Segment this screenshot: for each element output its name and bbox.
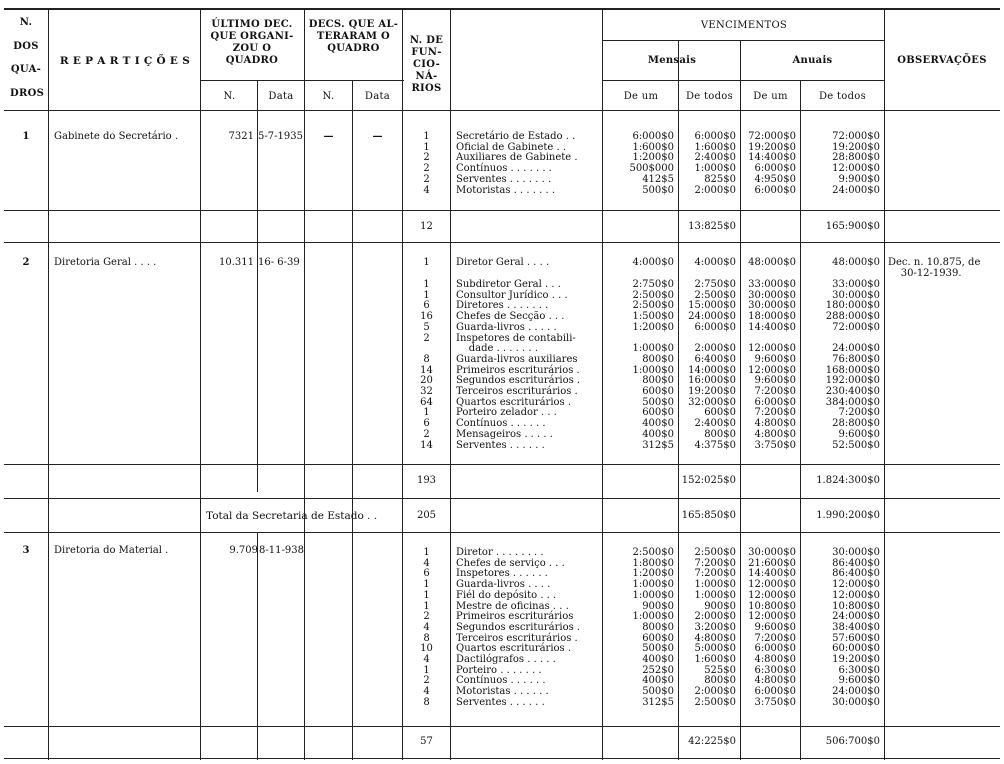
header-mensais: Mensais — [647, 55, 697, 66]
subtotal-staff: 57 — [420, 736, 433, 747]
positions: Secretário de Estado . . Oficial de Gabinete . . Auxiliares de Gabinete . Contínuos . . . . . . . Serventes . . . . . . . Motoristas . . . . . . . — [456, 131, 578, 196]
section-number: 3 — [22, 545, 30, 556]
monthly-all-first: 4:000$0 — [694, 257, 736, 268]
rule-grand-total-bottom — [4, 532, 1000, 533]
header-n: N. — [19, 17, 33, 28]
col-sep — [48, 8, 49, 760]
annual-all: 72:000$0 19:200$0 28:800$0 12:000$0 9:900$0 24:000$0 — [832, 131, 880, 196]
col-sep — [257, 532, 258, 760]
subtotal-annual: 1.824:300$0 — [816, 475, 880, 486]
header-decs-alt-1: DECS. QUE AL- — [308, 19, 399, 30]
col-sep — [602, 8, 603, 760]
header-nfunc-4: NÁ- — [415, 71, 438, 82]
col-sep — [884, 8, 885, 760]
grand-total-annual: 1.990:200$0 — [816, 510, 880, 521]
section-number: 1 — [22, 131, 30, 142]
annual-all-first: 48:000$0 — [832, 257, 880, 268]
monthly-all: 6:000$0 1:600$0 2:400$0 1:000$0 825$0 2:000$0 — [694, 131, 736, 196]
rule-s1-total-top — [4, 210, 1000, 211]
header-ultimo-dec-3: ZOU O — [232, 43, 272, 54]
rule-s2-total-bottom — [4, 498, 1000, 499]
header-reparticoes: R E P A R T I Ç Õ E S — [59, 55, 191, 67]
header-alt-n: N. — [322, 91, 335, 102]
rule-s2-total-top — [4, 464, 1000, 465]
subtotal-monthly: 13:825$0 — [688, 221, 736, 232]
header-ultimo-dec-4: QUADRO — [225, 55, 279, 66]
rule-venc-sub — [602, 40, 884, 41]
section-name: Gabinete do Secretário . — [54, 131, 179, 142]
monthly-each: 6:000$0 1:600$0 1:200$0 500$000 412$5 500$0 — [629, 131, 674, 196]
col-sep — [450, 8, 451, 760]
subtotal-annual: 506:700$0 — [825, 736, 880, 747]
subtotal-monthly: 152:025$0 — [681, 475, 736, 486]
personnel-table — [4, 8, 1000, 760]
rule-s3-total-top — [4, 726, 1000, 727]
section-name: Diretoria do Material . — [54, 545, 169, 556]
header-decs-alt-2: TERARAM O — [316, 31, 391, 42]
header-nfunc-2: FUN- — [411, 47, 442, 58]
alt-decree-number: — — [323, 131, 334, 142]
grand-total-label: Total da Secretaria de Estado . . — [206, 510, 378, 522]
header-ultimo-dec-1: ÚLTIMO DEC. — [211, 19, 293, 30]
decree-date: 16- 6-39 — [258, 257, 300, 268]
decree-date: 8-11-938 — [259, 545, 304, 556]
header-nfunc-1: N. DE — [409, 35, 444, 46]
decree-date: 5-7-1935 — [258, 131, 303, 142]
monthly-each: 2:500$0 1:800$0 1:200$0 1:000$0 1:000$0 900$0 1:000$0 800$0 600$0 500$0 400$0 252$0 400$0 500$0 312$5 — [632, 547, 674, 708]
col-sep — [352, 80, 353, 760]
header-anual-de-todos: De todos — [818, 91, 867, 102]
section-name: Diretoria Geral . . . . — [54, 257, 157, 268]
header-ultimo-data: Data — [268, 91, 294, 102]
header-mensal-de-todos: De todos — [685, 91, 734, 102]
annual-each: 30:000$0 21:600$0 14:400$0 12:000$0 12:000$0 10:800$0 12:000$0 9:600$0 7:200$0 6:000$0 4:800$0 6:300$0 4:800$0 6:000$0 3:750$0 — [748, 547, 796, 708]
header-anuais: Anuais — [792, 55, 833, 66]
grand-total-staff: 205 — [416, 510, 437, 521]
annual-each: 33:000$0 30:000$0 30:000$0 18:000$0 14:400$0 12:000$0 9:600$0 12:000$0 9:600$0 7:200$0 6:000$0 7:200$0 4:800$0 4:800$0 3:750$0 — [748, 279, 796, 451]
header-dos: DOS — [13, 41, 39, 52]
header-anual-de-um: De um — [753, 91, 788, 102]
subtotal-staff: 193 — [416, 475, 437, 486]
header-nfunc-5: RIOS — [411, 83, 442, 94]
staff-counts: 1 4 6 1 1 1 2 4 8 10 4 1 2 4 8 — [420, 547, 433, 708]
subtotal-staff: 12 — [420, 221, 433, 232]
rule-header-bottom — [4, 110, 1000, 111]
annual-all: 30:000$0 86:400$0 86:400$0 12:000$0 12:000$0 10:800$0 24:000$0 38:400$0 57:600$0 60:000$0 19:200$0 6:300$0 9:600$0 24:000$0 30:000$0 — [832, 547, 880, 708]
col-sep — [304, 8, 305, 760]
rule-bottom — [4, 758, 1000, 759]
annual-each-first: 48:000$0 — [748, 257, 796, 268]
header-ultimo-n: N. — [223, 91, 236, 102]
positions: Diretor . . . . . . . . Chefes de serviço . . . Inspetores . . . . . . Guarda-livros . . . . Fiél do depósito . . . Mestre de oficinas . . . Primeiros escriturários Segundos escriturários . Terceiros escriturários . Quartos escriturários . Dactilógrafos . . . . . Porteiro . . . . . . . Contínuos . . . . . . Motoristas . . . . . . Serventes . . . . . . — [456, 547, 581, 708]
grand-total-monthly: 165:850$0 — [681, 510, 736, 521]
staff-counts: 1 1 6 16 5 2 8 14 20 32 64 1 6 2 14 — [420, 279, 433, 451]
col-sep — [200, 8, 201, 760]
monthly-all: 2:500$0 7:200$0 7:200$0 1:000$0 1:000$0 900$0 2:000$0 3:200$0 4:800$0 5:000$0 1:600$0 525$0 800$0 2:000$0 2:500$0 — [694, 547, 736, 708]
header-dros: DROS — [10, 88, 45, 99]
header-alt-data: Data — [364, 91, 391, 102]
staff-count-first: 1 — [423, 257, 430, 268]
header-nfunc-3: CIO- — [412, 59, 441, 70]
annual-each: 72:000$0 19:200$0 14:400$0 6:000$0 4:950$0 6:000$0 — [748, 131, 796, 196]
position-first: Diretor Geral . . . . — [456, 257, 550, 268]
rule-dec-sub — [200, 80, 404, 81]
positions: Subdiretor Geral . . . Consultor Jurídico . . . Diretores . . . . . . . Chefes de Secção . . . Guarda-livros . . . . . Inspetores de contabili- dade . . . . . . . Guarda-livros auxiliares Primeiros escriturários . Segundos escriturários . Terceiros escriturários . Quartos escriturários . Porteiro zelador . . . Contínuos . . . . . . Mensageiros . . . . . Serventes . . . . . . — [456, 279, 581, 451]
rule-s1-total-bottom — [4, 242, 1000, 243]
monthly-each-first: 4:000$0 — [632, 257, 674, 268]
monthly-each: 2:750$0 2:500$0 2:500$0 1:500$0 1:200$0 1:000$0 800$0 1:000$0 800$0 600$0 500$0 600$0 400$0 400$0 312$5 — [632, 279, 674, 451]
header-ultimo-dec-2: QUE ORGANI- — [210, 31, 294, 42]
observation: Dec. n. 10.875, de 30-12-1939. — [888, 257, 981, 279]
rule-top — [4, 8, 1000, 10]
header-mensal-de-um: De um — [623, 91, 659, 102]
header-decs-alt-3: QUADRO — [327, 43, 380, 54]
decree-number: 10.311 — [219, 257, 254, 268]
decree-number: 9.709 — [229, 545, 258, 556]
monthly-all: 2:750$0 2:500$0 15:000$0 24:000$0 6:000$0 2:000$0 6:400$0 14:000$0 16:000$0 19:200$0 32:000$0 600$0 2:400$0 800$0 4:375$0 — [688, 279, 736, 451]
header-vencimentos: VENCIMENTOS — [700, 20, 788, 31]
subtotal-monthly: 42:225$0 — [688, 736, 736, 747]
rule-venc-sub2 — [602, 80, 884, 81]
staff-counts: 1 1 2 2 2 4 — [423, 131, 430, 196]
annual-all: 33:000$0 30:000$0 180:000$0 288:000$0 72:000$0 24:000$0 76:800$0 168:000$0 192:000$0 230:400$0 384:000$0 7:200$0 28:800$0 9:600$0 52:500$0 — [825, 279, 880, 451]
header-qua: QUA- — [10, 64, 42, 75]
decree-number: 7321 — [228, 131, 254, 142]
header-observacoes: OBSERVAÇÕES — [897, 55, 987, 66]
alt-decree-date: — — [372, 131, 383, 142]
section-number: 2 — [22, 257, 30, 268]
subtotal-annual: 165:900$0 — [825, 221, 880, 232]
